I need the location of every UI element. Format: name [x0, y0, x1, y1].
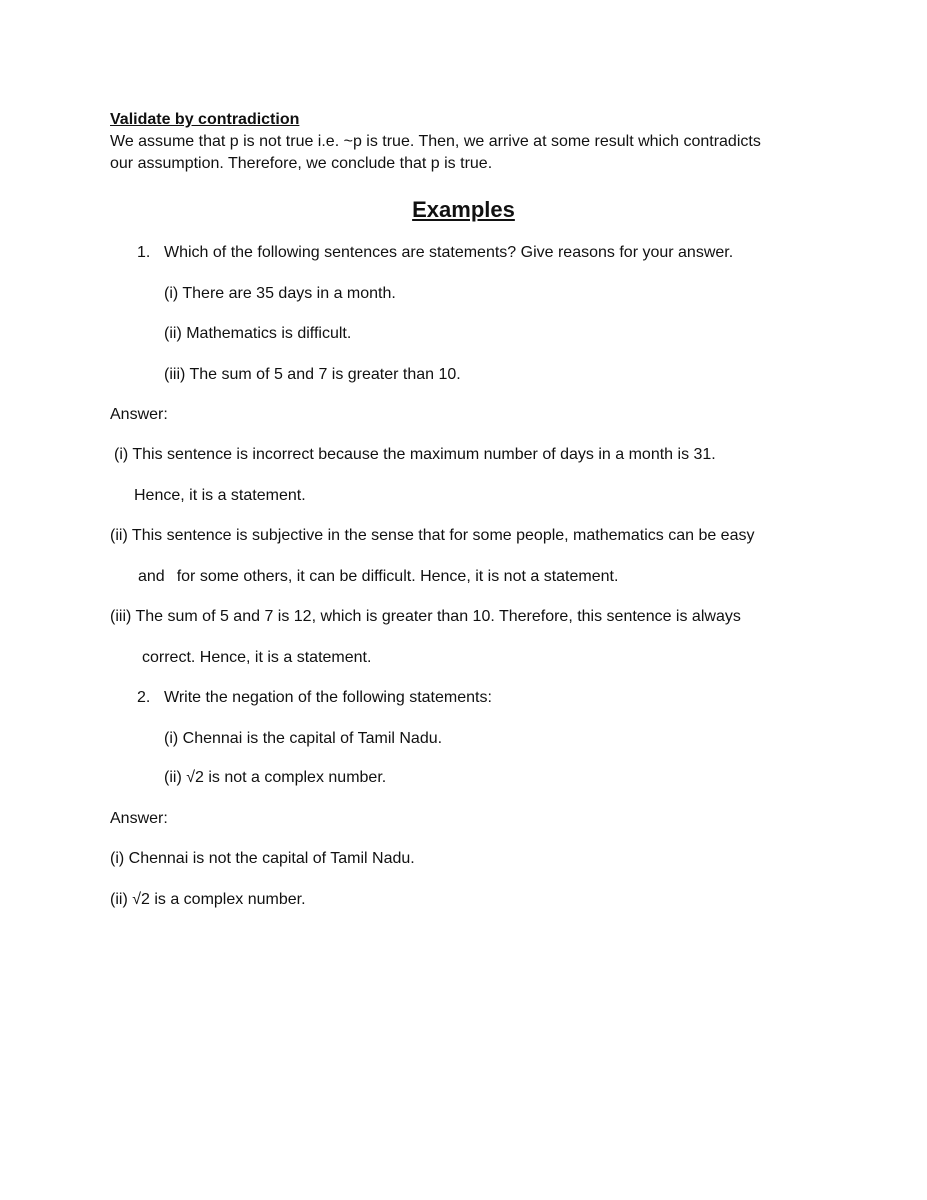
answer-1-line-2: Hence, it is a statement.	[134, 487, 306, 504]
answer-label: Answer:	[110, 406, 168, 423]
question-2-number: 2.	[137, 689, 151, 706]
question-2-item: (ii) √2 is not a complex number.	[164, 769, 387, 786]
answer-label: Answer:	[110, 810, 168, 827]
section-heading: Validate by contradiction	[110, 111, 300, 128]
answer-2-line-2	[138, 567, 618, 587]
question-2-item: (i) Chennai is the capital of Tamil Nadu.	[164, 730, 443, 747]
section-body-line-2: our assumption. Therefore, we conclude that p is true.	[110, 155, 493, 172]
question-2-answer: (i) Chennai is not the capital of Tamil Nadu.	[110, 850, 415, 867]
section-body-line-1: We assume that p is not true i.e. ~p is true. Then, we arrive at some result which contradicts	[110, 133, 761, 150]
answer-3-line-2: correct. Hence, it is a statement.	[142, 649, 372, 666]
question-1-item: (i) There are 35 days in a month.	[164, 285, 396, 302]
answer-2-line-1: (ii) This sentence is subjective in the sense that for some people, mathematics can be easy	[110, 527, 755, 544]
examples-title: Examples	[412, 197, 515, 222]
question-1	[137, 243, 733, 263]
question-2	[137, 688, 492, 708]
question-1-text: Which of the following sentences are statements? Give reasons for your answer.	[164, 244, 734, 261]
answer-2-rest: for some others, it can be difficult. Hence, it is not a statement.	[176, 568, 619, 585]
question-1-item: (ii) Mathematics is difficult.	[164, 325, 352, 342]
question-2-answer: (ii) √2 is a complex number.	[110, 891, 306, 908]
question-1-item: (iii) The sum of 5 and 7 is greater than 10.	[164, 366, 461, 383]
question-2-text: Write the negation of the following statements:	[164, 689, 492, 706]
question-1-number: 1.	[137, 244, 151, 261]
answer-2-word: and	[138, 568, 165, 585]
answer-3-line-1: (iii) The sum of 5 and 7 is 12, which is greater than 10. Therefore, this sentence is always	[110, 608, 741, 625]
answer-1-line-1: (i) This sentence is incorrect because the maximum number of days in a month is 31.	[114, 446, 716, 463]
